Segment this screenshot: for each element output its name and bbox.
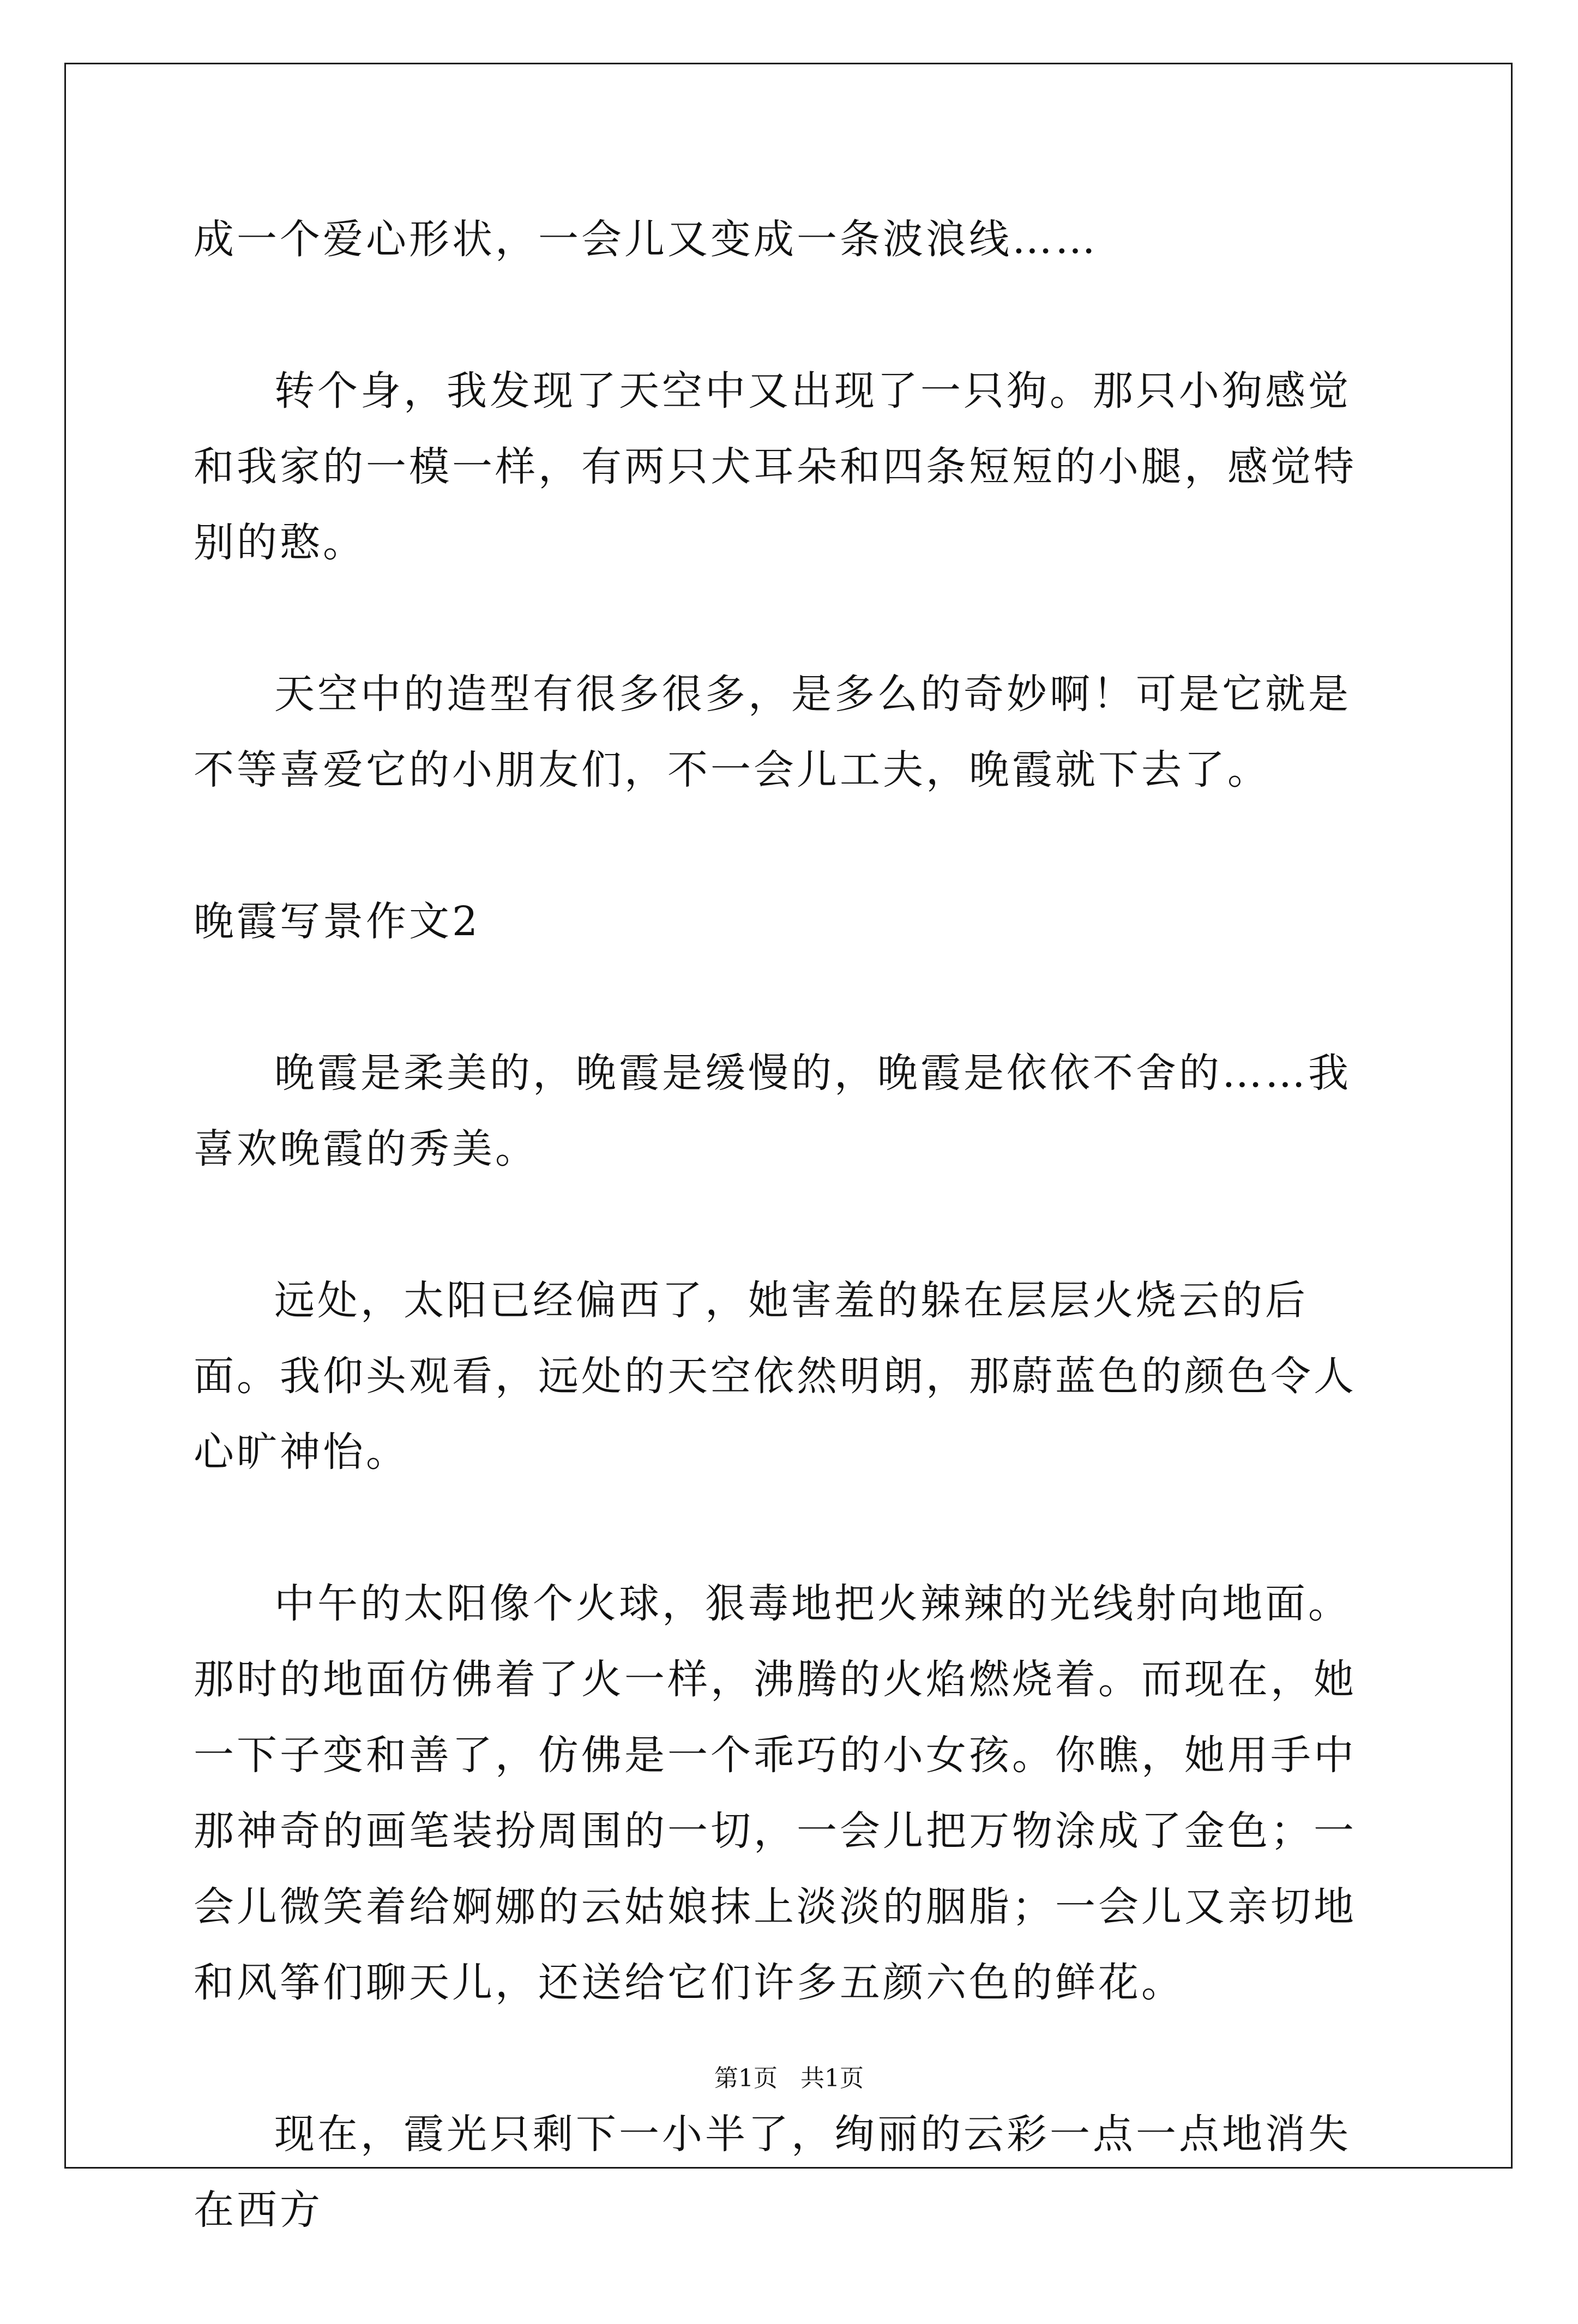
paragraph-continuation: 成一个爱心形状，一会儿又变成一条波浪线……	[194, 216, 1098, 263]
paragraph: 远处，太阳已经偏西了，她害羞的躲在层层火烧云的后面。我仰头观看，远处的天空依然明朗，那蔚蓝色的颜色令人心旷神怡。	[194, 1277, 1357, 1476]
document-body	[194, 202, 1388, 2324]
paragraph: 晚霞是柔美的，晚霞是缓慢的，晚霞是依依不舍的……我喜欢晚霞的秀美。	[194, 1050, 1351, 1172]
paragraph: 转个身，我发现了天空中又出现了一只狗。那只小狗感觉和我家的一模一样，有两只犬耳朵和四条短短的小腿，感觉特别的憨。	[194, 368, 1357, 566]
paragraph: 现在，霞光只剩下一小半了，绚丽的云彩一点一点地消失在西方	[194, 2111, 1351, 2233]
page-number-footer: 第1页 共1页	[714, 2064, 864, 2092]
paragraph: 天空中的造型有很多很多，是多么的奇妙啊！可是它就是不等喜爱它的小朋友们，不一会儿工夫，晚霞就下去了。	[194, 671, 1351, 793]
paragraph: 中午的太阳像个火球，狠毒地把火辣辣的光线射向地面。那时的地面仿佛着了火一样，沸腾的火焰燃烧着。而现在，她一下子变和善了，仿佛是一个乖巧的小女孩。你瞧，她用手中那神奇的画笔装扮周围的一切，一会儿把万物涂成了金色；一会儿微笑着给婀娜的云姑娘抹上淡淡的胭脂；一会儿又亲切地和风筝们聊天儿，还送给它们许多五颜六色的鲜花。	[194, 1580, 1357, 2006]
section-heading: 晚霞写景作文2	[194, 898, 481, 945]
